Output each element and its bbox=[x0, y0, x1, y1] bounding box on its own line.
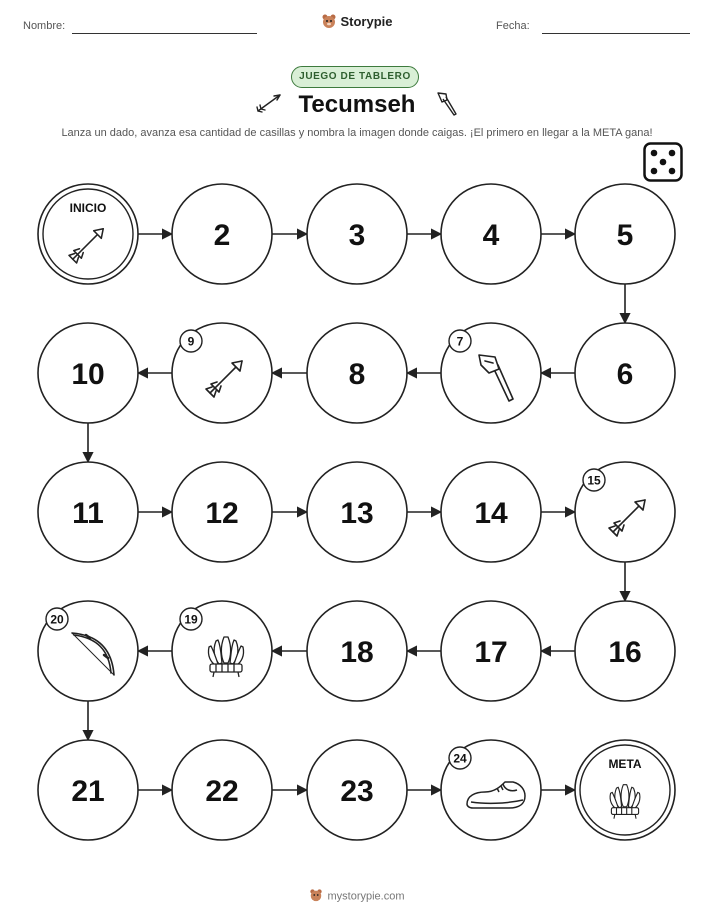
board-cells bbox=[38, 184, 675, 840]
board-cell-24[interactable] bbox=[441, 740, 541, 840]
board-cell-9[interactable] bbox=[172, 323, 272, 423]
board-cell-12[interactable] bbox=[172, 462, 272, 562]
board-cell-13[interactable] bbox=[307, 462, 407, 562]
cell-number: 4 bbox=[482, 219, 500, 252]
footer-bear-icon bbox=[309, 888, 323, 905]
cell-number: 24 bbox=[453, 751, 467, 766]
date-label: Fecha: bbox=[496, 20, 530, 32]
cell-number: 18 bbox=[340, 636, 374, 669]
cell-circle bbox=[38, 184, 138, 284]
board-cell-23[interactable] bbox=[307, 740, 407, 840]
board-cell-21[interactable] bbox=[38, 740, 138, 840]
footer-url: mystorypie.com bbox=[327, 890, 405, 903]
board-cell-4[interactable] bbox=[441, 184, 541, 284]
cell-number: 3 bbox=[348, 219, 366, 252]
cell-number: 17 bbox=[474, 636, 508, 669]
cell-number: 19 bbox=[184, 612, 198, 627]
cell-number: 13 bbox=[340, 497, 374, 530]
board-cell-17[interactable] bbox=[441, 601, 541, 701]
board-cell-7[interactable] bbox=[441, 323, 541, 423]
board-cell-15[interactable] bbox=[575, 462, 675, 562]
footer bbox=[0, 888, 714, 905]
cell-number: 10 bbox=[71, 358, 105, 391]
cell-number: 22 bbox=[205, 775, 239, 808]
cell-number: 7 bbox=[456, 334, 464, 349]
instructions-text: Lanza un dado, avanza esa cantidad de casillas y nombra la imagen donde caigas. ¡El primero en llegar a la META gana! bbox=[61, 127, 653, 139]
cell-number: 6 bbox=[616, 358, 634, 391]
cell-number: 15 bbox=[587, 473, 601, 488]
cell-number: 9 bbox=[187, 334, 195, 349]
cell-number: 23 bbox=[340, 775, 374, 808]
cell-number: 21 bbox=[71, 775, 105, 808]
board-cell-22[interactable] bbox=[172, 740, 272, 840]
cell-number: 2 bbox=[213, 219, 231, 252]
board-cell-2[interactable] bbox=[172, 184, 272, 284]
board-cell-1[interactable] bbox=[38, 184, 138, 284]
cell-number: 5 bbox=[616, 219, 634, 252]
board-cell-19[interactable] bbox=[172, 601, 272, 701]
cell-number: 20 bbox=[50, 612, 64, 627]
board-cell-10[interactable] bbox=[38, 323, 138, 423]
board-cell-16[interactable] bbox=[575, 601, 675, 701]
board-cell-3[interactable] bbox=[307, 184, 407, 284]
cell-number: 12 bbox=[205, 497, 239, 530]
board-cell-18[interactable] bbox=[307, 601, 407, 701]
cell-number: 14 bbox=[474, 497, 508, 530]
cell-number: 16 bbox=[608, 636, 642, 669]
brand-name: Storypie bbox=[340, 13, 393, 29]
cell-number: 11 bbox=[72, 497, 104, 530]
board-cell-20[interactable] bbox=[38, 601, 138, 701]
board-cell-5[interactable] bbox=[575, 184, 675, 284]
board-cell-25[interactable] bbox=[575, 740, 675, 840]
board-cell-14[interactable] bbox=[441, 462, 541, 562]
game-type-badge: JUEGO DE TABLERO bbox=[291, 66, 419, 88]
page-title: Tecumseh bbox=[298, 91, 416, 118]
board-cell-6[interactable] bbox=[575, 323, 675, 423]
start-label: INICIO bbox=[69, 201, 107, 215]
name-label: Nombre: bbox=[23, 20, 66, 32]
board-cell-8[interactable] bbox=[307, 323, 407, 423]
board-cell-11[interactable] bbox=[38, 462, 138, 562]
finish-label: META bbox=[608, 757, 642, 771]
cell-number: 8 bbox=[348, 358, 366, 391]
